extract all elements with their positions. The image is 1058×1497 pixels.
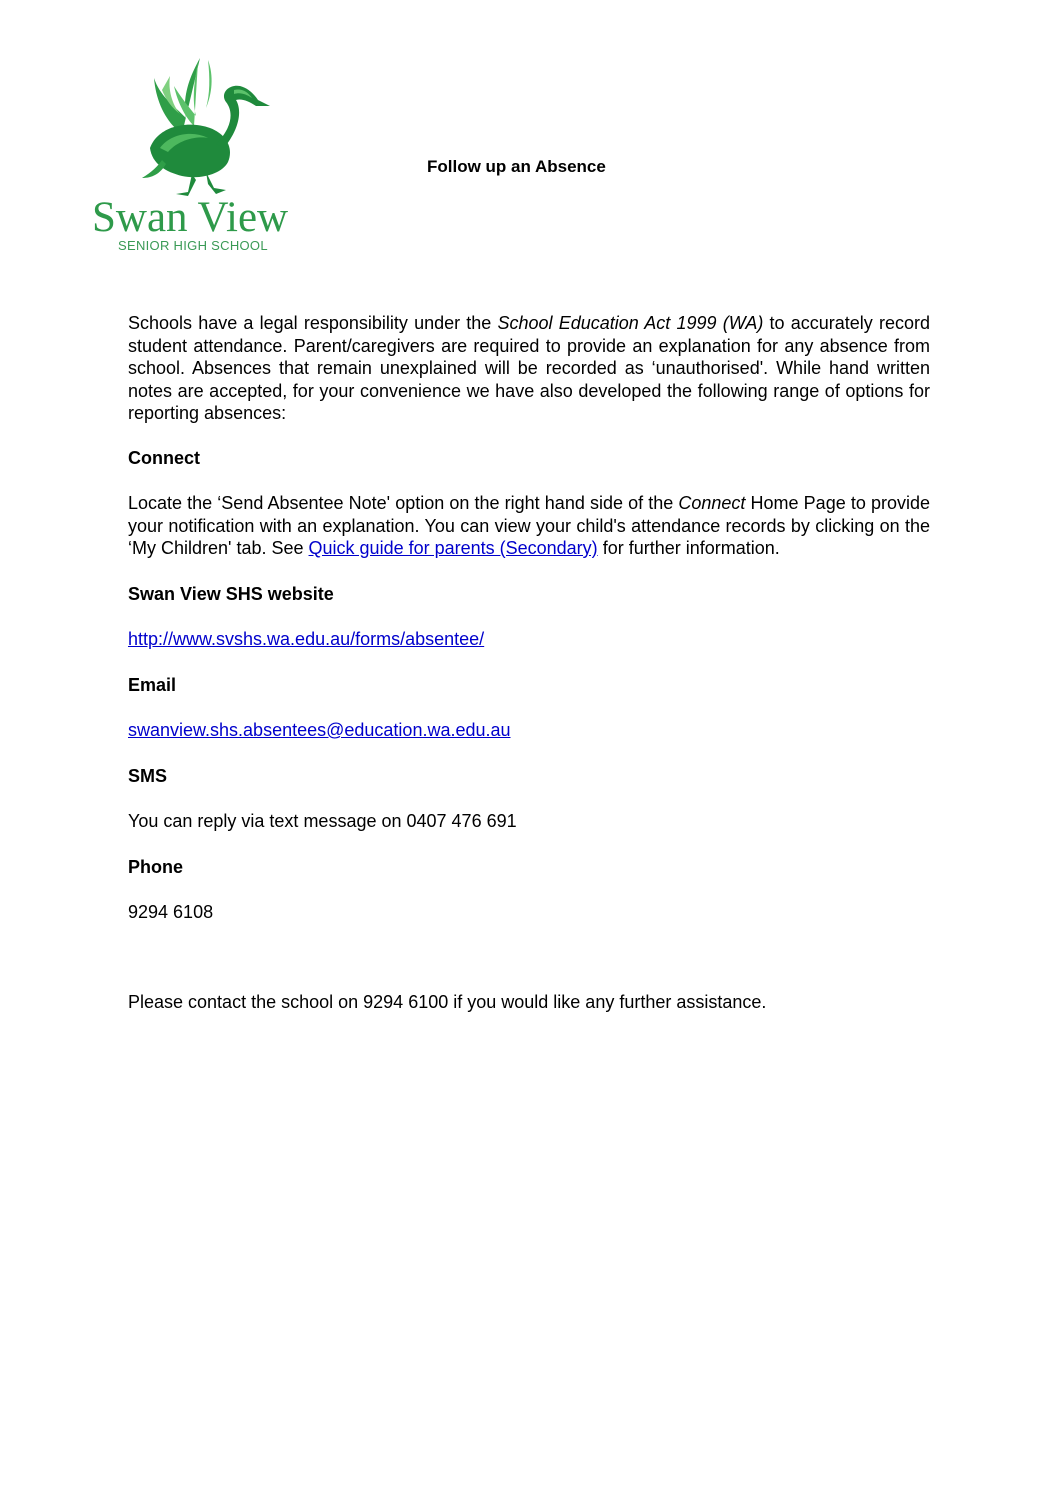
heading-website: Swan View SHS website — [128, 583, 334, 604]
connect-paragraph: Locate the ‘Send Absentee Note' option on the right hand side of the Connect Home Page to provide your notification with an explanation. You can view your child's attendance records by clicking on the ‘My Children' tab. See Quick guide for parents (Secondary) for further information. — [128, 493, 930, 558]
intro-paragraph: Schools have a legal responsibility under the School Education Act 1999 (WA) to accurately record student attendance. Parent/caregivers are required to provide an explanation for any absence from school. Absences that remain unexplained will be recorded as ‘unauthorised'. While hand written notes are accepted, for your convenience we have also developed the following range of options for reporting absences: — [128, 313, 930, 423]
heading-connect: Connect — [128, 447, 200, 468]
document-body — [128, 312, 930, 1013]
heading-sms: SMS — [128, 765, 168, 786]
email-link[interactable]: swanview.shs.absentees@education.wa.edu.au — [128, 720, 511, 740]
heading-phone: Phone — [128, 856, 184, 877]
sms-text: You can reply via text message on 0407 476 691 — [128, 811, 517, 831]
act-name: School Education Act 1999 (WA) — [497, 313, 764, 333]
logo-school-name: Swan View — [92, 194, 289, 241]
connect-word: Connect — [678, 493, 746, 513]
school-logo — [88, 56, 298, 256]
logo-school-subtitle: SENIOR HIGH SCHOOL — [118, 238, 268, 253]
website-link[interactable]: http://www.svshs.wa.edu.au/forms/absentee/ — [128, 629, 485, 649]
swan-logo-icon — [130, 56, 280, 196]
footer-text: Please contact the school on 9294 6100 if you would like any further assistance. — [128, 991, 767, 1012]
heading-email: Email — [128, 674, 177, 695]
phone-number: 9294 6108 — [128, 902, 214, 922]
quick-guide-link[interactable]: Quick guide for parents (Secondary) — [308, 538, 598, 558]
page-title: Follow up an Absence — [427, 157, 606, 176]
